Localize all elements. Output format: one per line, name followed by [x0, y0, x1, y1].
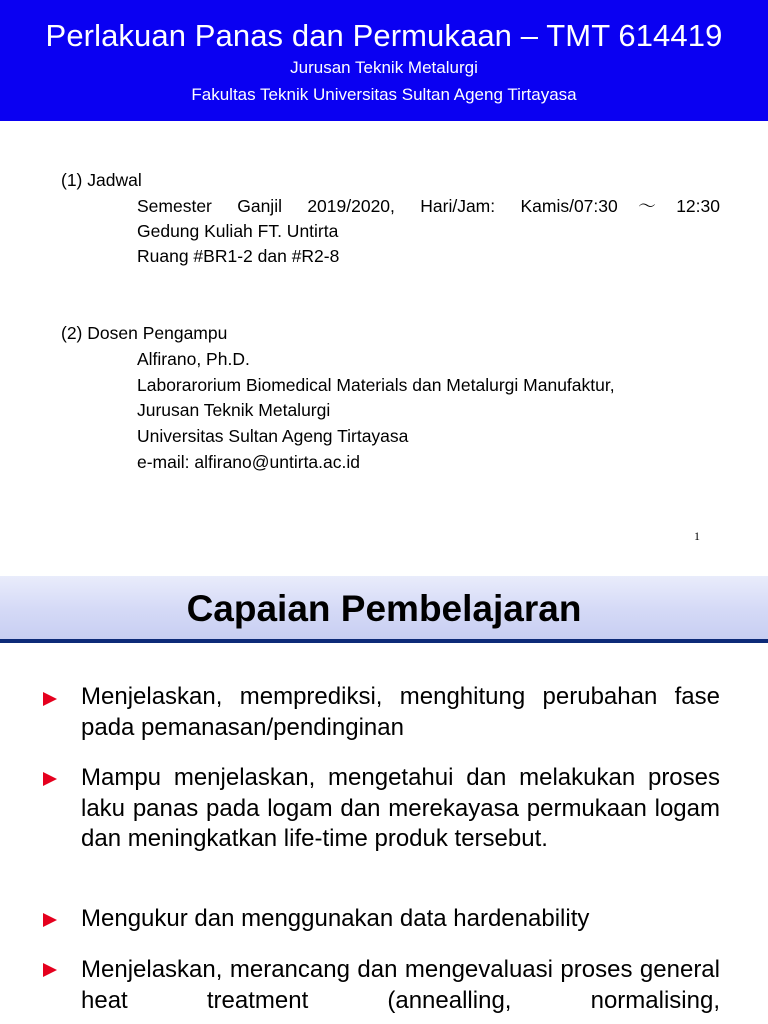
learning-outcome-item: Mampu menjelaskan, mengetahui dan melakukan proses laku panas pada logam dan merekayasa permukaan logam dan meningkatkan life-time produk tersebut. [81, 764, 720, 852]
bullet-arrow-icon [43, 963, 57, 977]
slide-title: Capaian Pembelajaran [186, 588, 582, 629]
header-divider [0, 639, 768, 643]
lecturer-line: Alfirano, Ph.D. [137, 349, 250, 369]
learning-outcome-item: Menjelaskan, merancang dan mengevaluasi proses general heat treatment (annealling, normalising, [81, 956, 720, 1014]
page-number: 1 [694, 529, 700, 543]
course-title: Perlakuan Panas dan Permukaan – TMT 614419 [45, 18, 723, 53]
lecturer-line: Universitas Sultan Ageng Tirtayasa [137, 426, 409, 446]
bullet-arrow-icon [43, 913, 57, 927]
bullet-arrow-icon [43, 692, 57, 706]
schedule-line: Ruang #BR1-2 dan #R2-8 [137, 246, 340, 266]
lecturer-line: Jurusan Teknik Metalurgi [137, 400, 331, 420]
learning-outcome-item: Mengukur dan menggunakan data hardenability [81, 905, 590, 932]
bullet-arrow-icon [43, 772, 57, 786]
course-banner [0, 0, 768, 121]
faculty-subtitle: Fakultas Teknik Universitas Sultan Ageng Tirtayasa [191, 85, 577, 104]
slide-2 [0, 576, 768, 1024]
slide-header [0, 576, 768, 639]
schedule-line: Semester Ganjil 2019/2020, Hari/Jam: Kamis/07:30～12:30 [137, 196, 720, 216]
schedule-line: Gedung Kuliah FT. Untirta [137, 221, 339, 241]
department-subtitle: Jurusan Teknik Metalurgi [290, 58, 478, 77]
lecturer-email: e-mail: alfirano@untirta.ac.id [137, 452, 360, 472]
learning-outcome-item: Menjelaskan, memprediksi, menghitung perubahan fase pada pemanasan/pendinginan [81, 683, 720, 741]
lecturer-heading: (2) Dosen Pengampu [61, 323, 228, 343]
schedule-heading: (1) Jadwal [61, 170, 142, 190]
lecturer-line: Laborarorium Biomedical Materials dan Metalurgi Manufaktur, [137, 375, 615, 395]
